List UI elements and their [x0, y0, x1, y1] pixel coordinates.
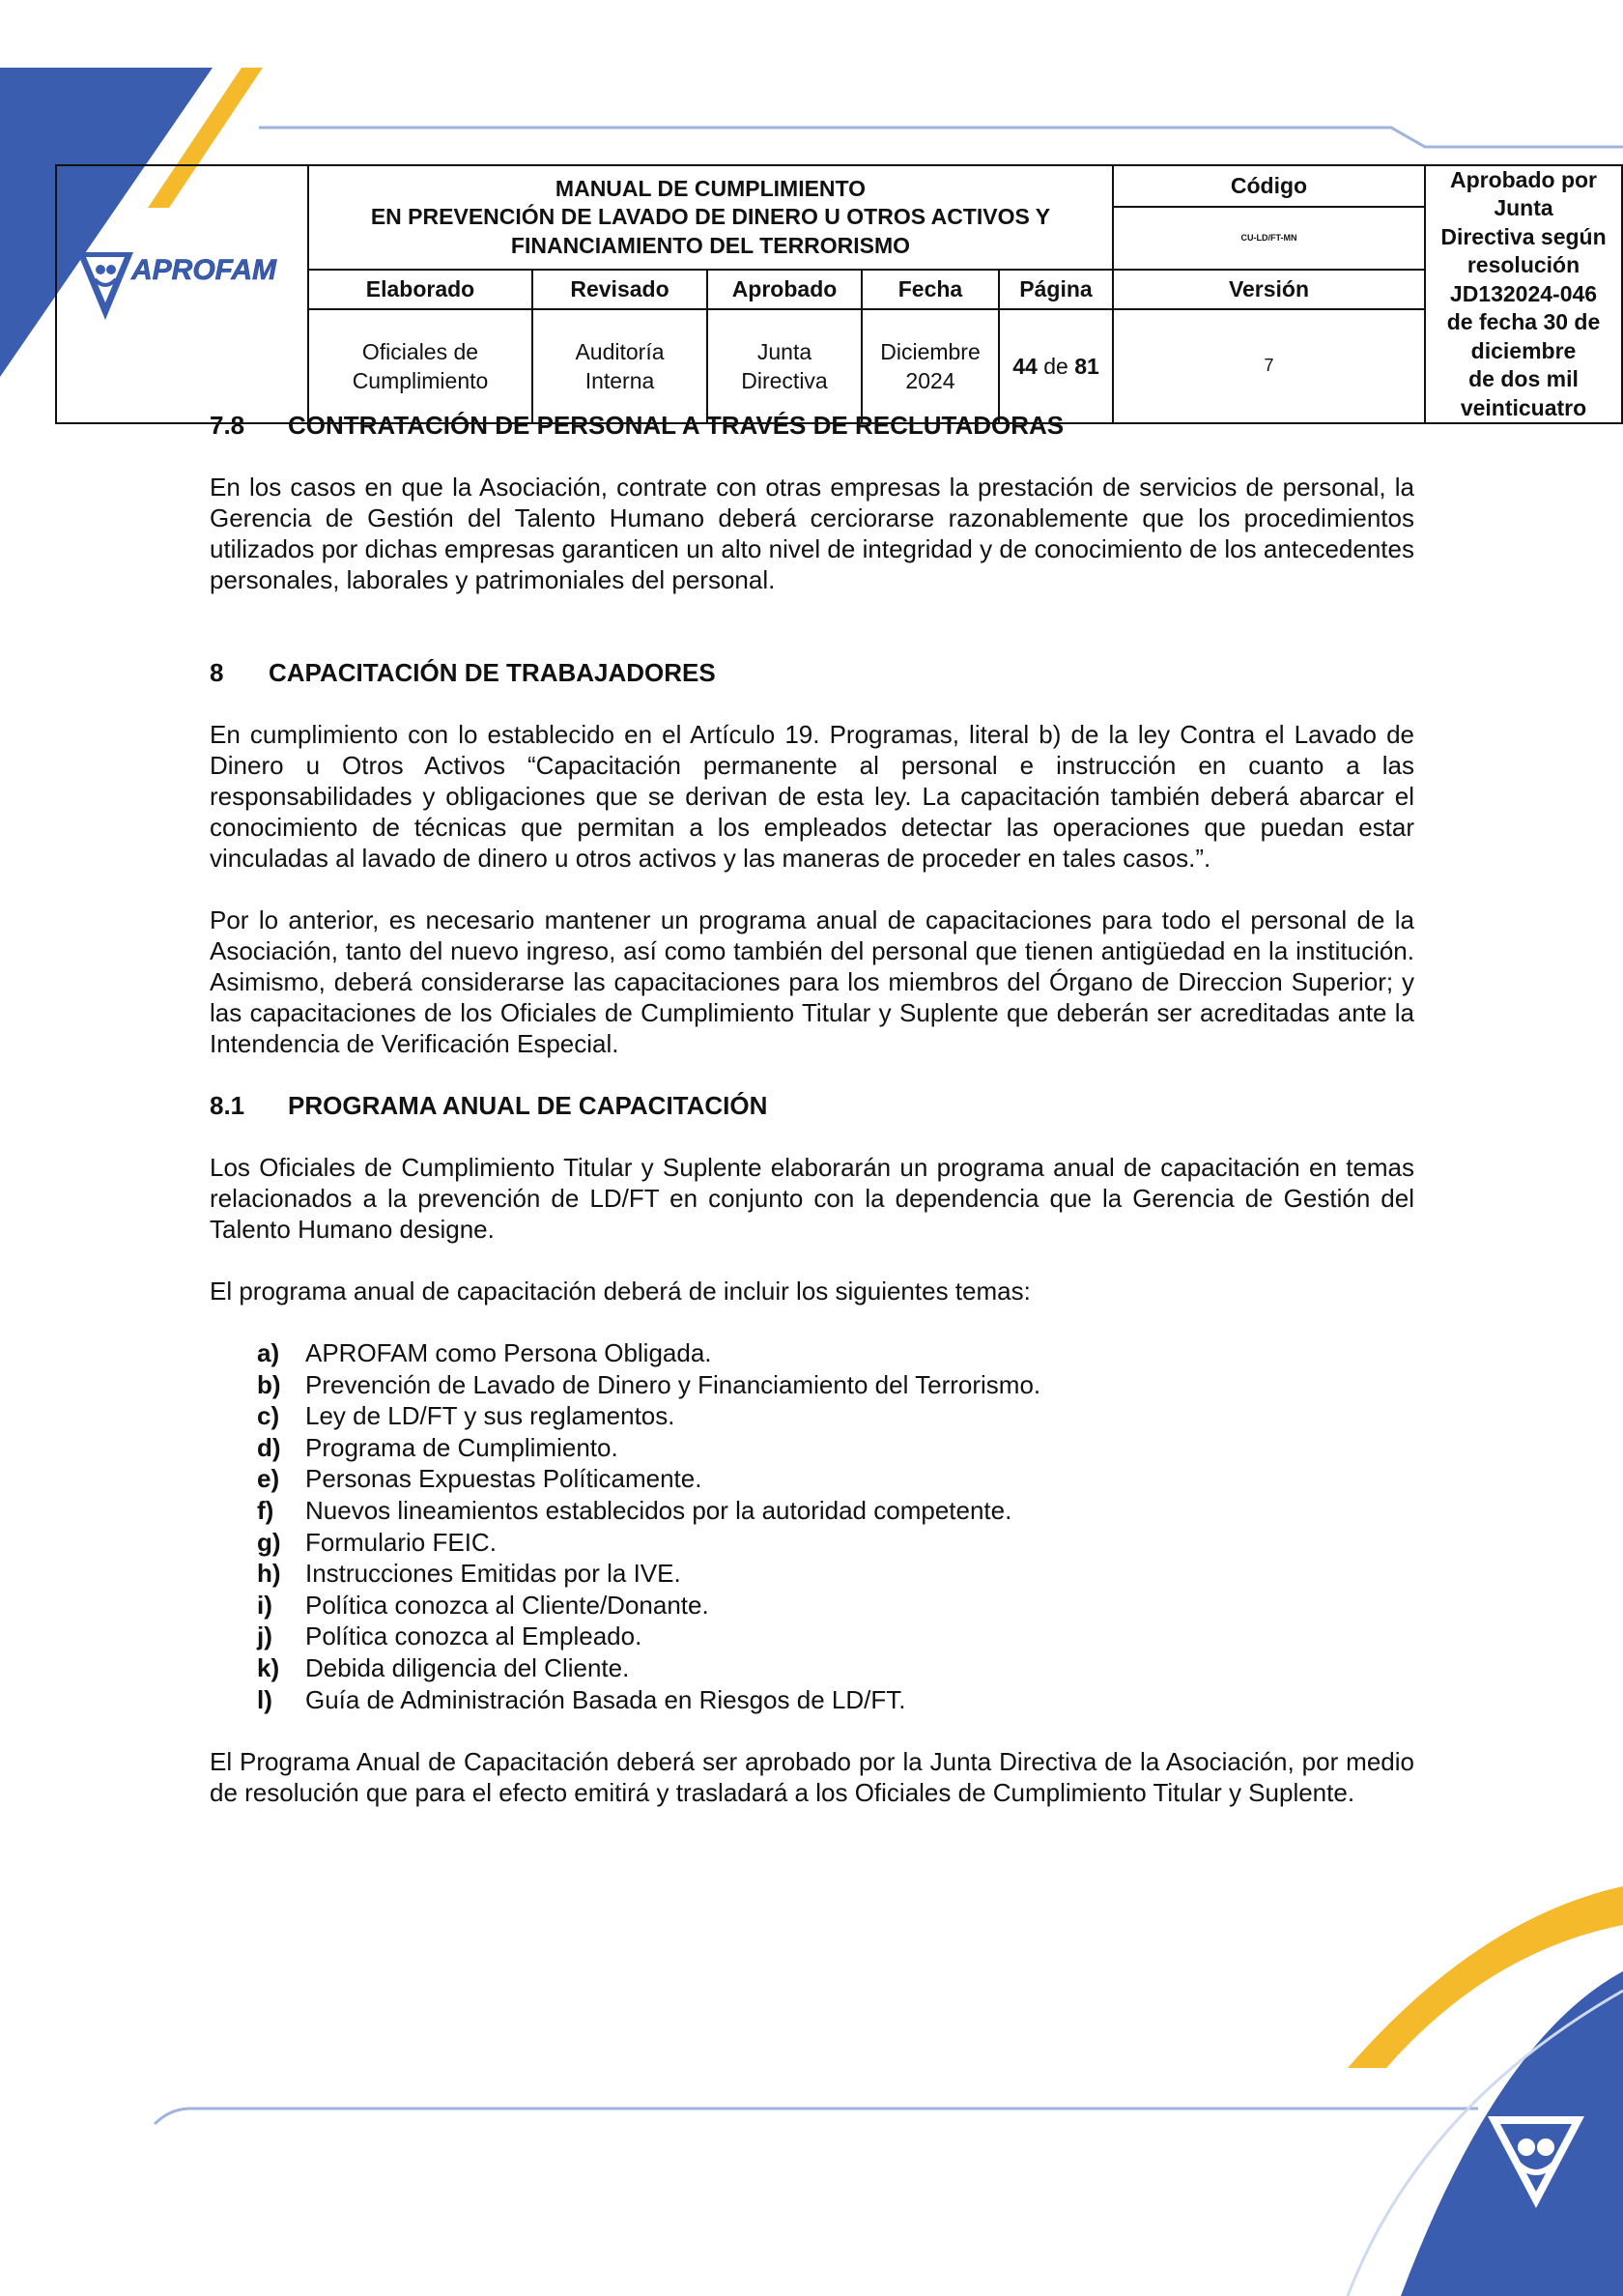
list-item: e) Personas Expuestas Políticamente.: [257, 1464, 702, 1494]
section-8-1-heading: 8.1 PROGRAMA ANUAL DE CAPACITACIÓN: [210, 1091, 768, 1120]
section-7-8-heading: 7.8 CONTRATACIÓN DE PERSONAL A TRAVÉS DE RECLUTADORAS: [210, 411, 1065, 440]
codigo-value: CU-LD/FT-MN: [1113, 207, 1425, 270]
document-header-table: [55, 164, 1623, 424]
section-8-paragraph-2: Por lo anterior, es necesario mantener un programa anual de capacitaciones para todo el personal de la Asociación, tanto del nuevo ingreso, así como también del personal que tienen antigüedad en la institución. Asimismo, deberá considerarse las capacitaciones para los miembros del Órgano de Direccion Superior; y las capacitaciones de los Oficiales de Cumplimiento Titular y Suplente que deberán ser acreditadas ante la Intendencia de Verificación Especial.: [210, 905, 1414, 1058]
list-item: b) Prevención de Lavado de Dinero y Financiamiento del Terrorismo.: [257, 1369, 1041, 1399]
list-item: c) Ley de LD/FT y sus reglamentos.: [257, 1401, 675, 1431]
fecha-value: Diciembre 2024: [862, 309, 999, 423]
logo-text: APROFAM: [131, 254, 276, 287]
list-item: f) Nuevos lineamientos establecidos por la autoridad competente.: [257, 1495, 1012, 1525]
top-decor-line: [259, 128, 1623, 147]
elaborado-value: Oficiales de Cumplimiento: [308, 309, 532, 423]
approval-note: Aprobado por Junta Directiva según resolución JD132024-046 de fecha 30 de diciembre de dos mil veinticuatro: [1425, 165, 1622, 423]
list-item: j) Política conozca al Empleado.: [257, 1622, 642, 1651]
list-item: k) Debida diligencia del Cliente.: [257, 1652, 630, 1682]
section-7-8-paragraph: En los casos en que la Asociación, contrate con otras empresas la prestación de servicios de personal, la Gerencia de Gestión del Talento Humano deberá cerciorarse razonablemente que los procedimientos utilizados por dichas empresas garanticen un alto nivel de integridad y de conocimiento de los antecedentes personales, laborales y patrimoniales del personal.: [210, 473, 1414, 594]
document-body: [210, 410, 1414, 1808]
aprobado-value: Junta Directiva: [707, 309, 862, 423]
title-line-1: MANUAL DE CUMPLIMIENTO: [555, 176, 867, 202]
section-8-1-paragraph-1: Los Oficiales de Cumplimiento Titular y Suplente elaborarán un programa anual de capacitación en temas relacionados a la prevención de LD/FT en conjunto con la dependencia que la Gerencia de Gestión del Talento Humano designe.: [210, 1153, 1414, 1244]
training-topics-list: [210, 1337, 1414, 1715]
pagina-value: 44 de 81: [999, 309, 1113, 423]
aprofam-logo: [73, 244, 291, 336]
list-item: g) Formulario FEIC.: [257, 1527, 497, 1557]
list-item: a) APROFAM como Persona Obligada.: [257, 1338, 712, 1367]
title-line-3: FINANCIAMIENTO DEL TERRORISMO: [510, 232, 911, 258]
section-8-1-paragraph-2: El programa anual de capacitación deberá de incluir los siguientes temas:: [210, 1277, 1031, 1306]
col-pagina: Página: [999, 270, 1113, 309]
list-item: l) Guía de Administración Basada en Riesgos de LD/FT.: [257, 1684, 906, 1714]
section-8-paragraph-1: En cumplimiento con lo establecido en el Artículo 19. Programas, literal b) de la ley Contra el Lavado de Dinero u Otros Activos “Capacitación permanente al personal e instrucción en cuanto a las responsabilidades y obligaciones que se derivan de esta ley. La capacitación también deberá abarcar el conocimiento de técnicas que permitan a los empleados detectar las operaciones que puedan estar vinculadas al lavado de dinero u otros activos y las maneras de proceder en tales casos.”.: [210, 720, 1414, 873]
title-line-2: EN PREVENCIÓN DE LAVADO DE DINERO U OTROS ACTIVOS Y: [370, 204, 1051, 230]
logo-cell: [56, 165, 308, 423]
version-value: 7: [1113, 309, 1425, 423]
list-item: i) Política conozca al Cliente/Donante.: [257, 1590, 709, 1620]
list-item: d) Programa de Cumplimiento.: [257, 1432, 618, 1462]
col-aprobado: Aprobado: [707, 270, 862, 309]
document-title: [308, 165, 1113, 270]
list-item: h) Instrucciones Emitidas por la IVE.: [257, 1559, 681, 1589]
section-8-heading: 8 CAPACITACIÓN DE TRABAJADORES: [210, 658, 716, 687]
bottom-decor-line: [155, 2109, 1478, 2124]
col-elaborado: Elaborado: [308, 270, 532, 309]
col-fecha: Fecha: [862, 270, 999, 309]
version-label: Versión: [1113, 270, 1425, 309]
codigo-label: Código: [1113, 165, 1425, 207]
revisado-value: Auditoría Interna: [532, 309, 707, 423]
col-revisado: Revisado: [532, 270, 707, 309]
section-8-1-paragraph-3: El Programa Anual de Capacitación deberá ser aprobado por la Junta Directiva de la Asociación, por medio de resolución que para el efecto emitirá y trasladará a los Oficiales de Cumplimiento Titular y Suplente.: [210, 1747, 1414, 1808]
